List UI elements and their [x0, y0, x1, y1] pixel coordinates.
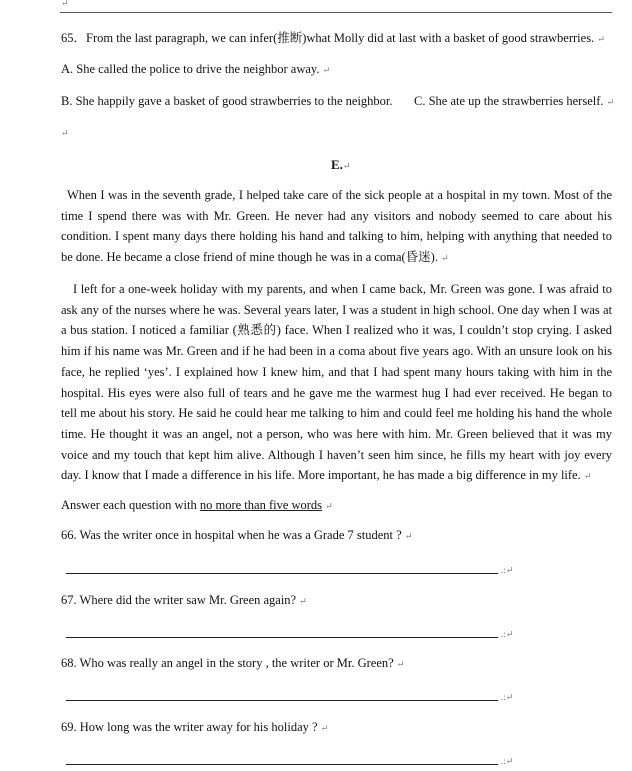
instruction-prefix: Answer each question with — [61, 498, 197, 512]
passage-paragraph-1 — [61, 185, 612, 269]
paragraph-mark: ↵ — [396, 659, 405, 669]
question-65 — [61, 28, 605, 46]
question-66 — [61, 528, 412, 543]
question-number: 69. — [61, 720, 77, 734]
paragraph-mark: ↵ — [583, 471, 592, 482]
question-69 — [61, 720, 328, 735]
answer-line-66[interactable] — [66, 573, 498, 574]
line-end-mark: .:↵ — [501, 565, 514, 575]
passage-paragraph-2 — [61, 279, 612, 487]
option-b — [61, 94, 393, 109]
paragraph-mark: ↵ — [597, 34, 605, 44]
paragraph-mark: ↵ — [325, 501, 333, 511]
passage-paragraph-1-text: When I was in the seventh grade, I helped take care of the sick people at a hospital in my town. Most of the time I spend there was with Mr. Green. He never had any visitors and nobody seemed to care about his condition. I spent many days there holding his hand and talking to him, helping with anything that needed to be done. He became a close friend of mine though he was in a coma(昏迷). — [61, 188, 612, 265]
question-67 — [61, 593, 307, 608]
paragraph-mark: ↵ — [61, 0, 69, 8]
question-number: 67. — [61, 593, 77, 607]
answer-line-69[interactable] — [66, 764, 498, 765]
question-68 — [61, 656, 404, 671]
paragraph-mark: ↵ — [404, 531, 413, 541]
paragraph-mark: ↵ — [322, 65, 331, 75]
paragraph-mark: ↵ — [61, 128, 69, 138]
answer-line-68[interactable] — [66, 700, 498, 701]
question-number: 68. — [61, 656, 77, 670]
section-heading — [331, 157, 350, 173]
line-end-mark: .:↵ — [501, 629, 514, 639]
paragraph-mark: ↵ — [320, 723, 329, 733]
section-heading-text: E. — [331, 157, 343, 172]
option-c — [414, 94, 614, 109]
line-end-mark: .:↵ — [501, 692, 514, 702]
passage-paragraph-2-text: I left for a one-week holiday with my parents, and when I came back, Mr. Green was gone. I was afraid to ask any of the nurses where he was. Several years later, I was a student in high school. One day when I was at a bus station. I noticed a familiar (熟悉的) face. When I realized who it was, I couldn’t stop crying. I asked him if his name was Mr. Green and if he had been in a coma about five years ago. With an unsure look on his face, he replied ‘yes’. I explained how I knew him, and that I had spent many hours taking with him in the hospital. His eyes were also full of tears and he gave me the warmest hug I had ever received. He began to tell me about his story. He said he could hear me talking to him and could feel me holding his hand the whole time. He thought it was an angel, not a person, who was here with him. Mr. Green believed that it was my voice and my touch that kept him alive. Although I haven’t seen him since, he fills my heart with joy every day. I know that I made a difference in his life. More important, he has made a big difference in my life. — [61, 282, 612, 483]
answer-instruction — [61, 498, 333, 513]
option-a — [61, 62, 330, 77]
answer-line-67[interactable] — [66, 637, 498, 638]
paragraph-mark: ↵ — [606, 97, 615, 107]
question-67-text: Where did the writer saw Mr. Green again? — [79, 593, 297, 607]
line-end-mark: .:↵ — [501, 756, 514, 766]
question-number: 66. — [61, 528, 77, 542]
top-rule — [60, 12, 612, 13]
question-66-text: Was the writer once in hospital when he was a Grade 7 student ? — [79, 528, 402, 542]
paragraph-mark: ↵ — [299, 596, 307, 606]
option-a-text: A. She called the police to drive the neighbor away. — [61, 62, 320, 76]
question-68-text: Who was really an angel in the story , the writer or Mr. Green? — [79, 656, 394, 670]
option-c-text: C. She ate up the strawberries herself. — [414, 94, 604, 108]
option-b-text: B. She happily gave a basket of good strawberries to the neighbor. — [61, 94, 393, 108]
paragraph-mark: ↵ — [342, 161, 351, 171]
question-65-text: 65．From the last paragraph, we can infer(推断)what Molly did at last with a basket of good strawberries. — [61, 31, 595, 45]
instruction-emphasis: no more than five words — [199, 498, 323, 512]
question-69-text: How long was the writer away for his holiday ? — [79, 720, 318, 734]
paragraph-mark: ↵ — [441, 253, 449, 264]
